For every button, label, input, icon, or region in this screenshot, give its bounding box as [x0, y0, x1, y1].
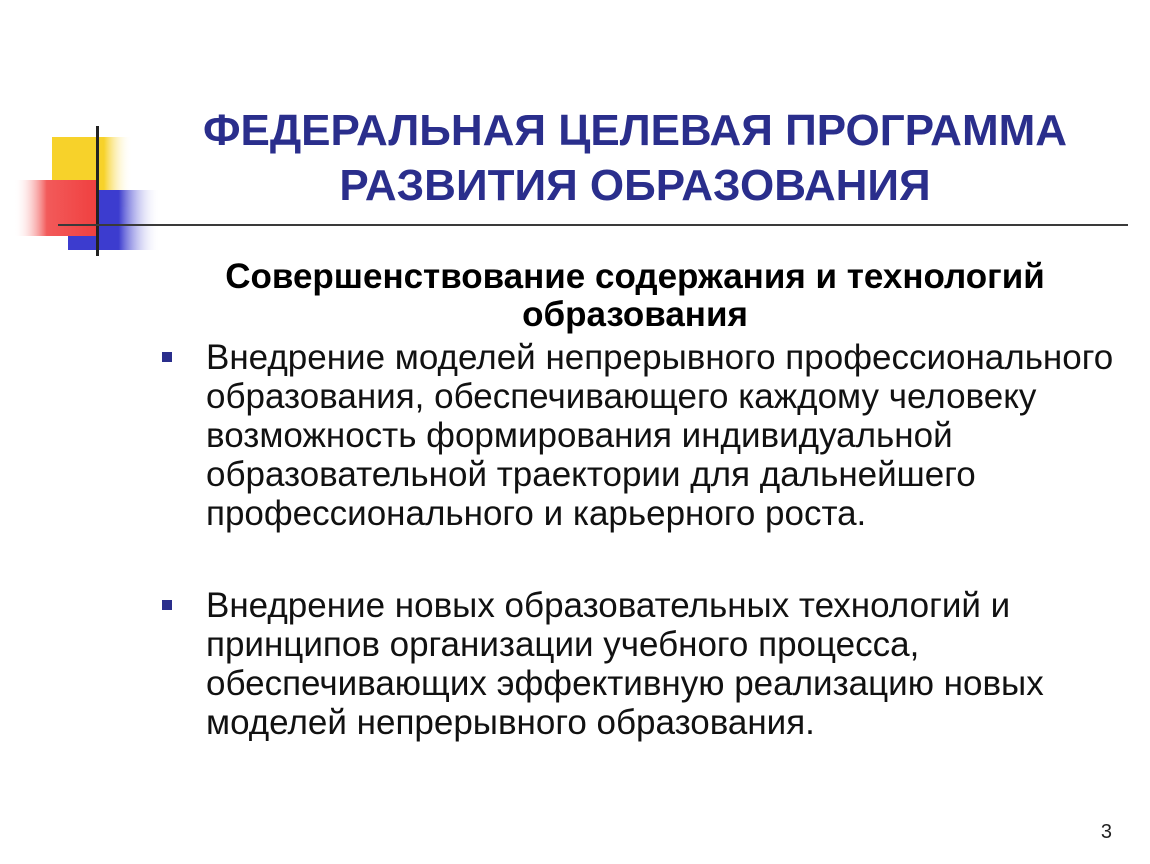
bullet-list [158, 338, 1118, 742]
bullet-item [158, 338, 1118, 533]
bullet-square-icon [162, 352, 172, 362]
bullet-text: Внедрение моделей непрерывного профессионального образования, обеспечивающего каждому человеку возможность формирования индивидуальной образовательной траектории для дальнейшего профессионального и карьерного роста. [206, 338, 1114, 533]
slide-title [150, 103, 1120, 213]
title-divider [58, 224, 1128, 226]
bullet-text: Внедрение новых образовательных технологий и принципов организации учебного процесса, обеспечивающих эффективную реализацию новых моделей непрерывного образования. [206, 586, 1044, 742]
title-line-1: ФЕДЕРАЛЬНАЯ ЦЕЛЕВАЯ ПРОГРАММА [202, 106, 1068, 155]
slide-subtitle: Совершенствование содержания и технологий образования [225, 257, 1045, 334]
title-line-2: РАЗВИТИЯ ОБРАЗОВАНИЯ [339, 161, 931, 210]
bullet-item [158, 586, 1118, 742]
page-number: 3 [1100, 821, 1112, 843]
bullet-square-icon [162, 600, 172, 610]
decorative-squares-logo [0, 0, 170, 270]
